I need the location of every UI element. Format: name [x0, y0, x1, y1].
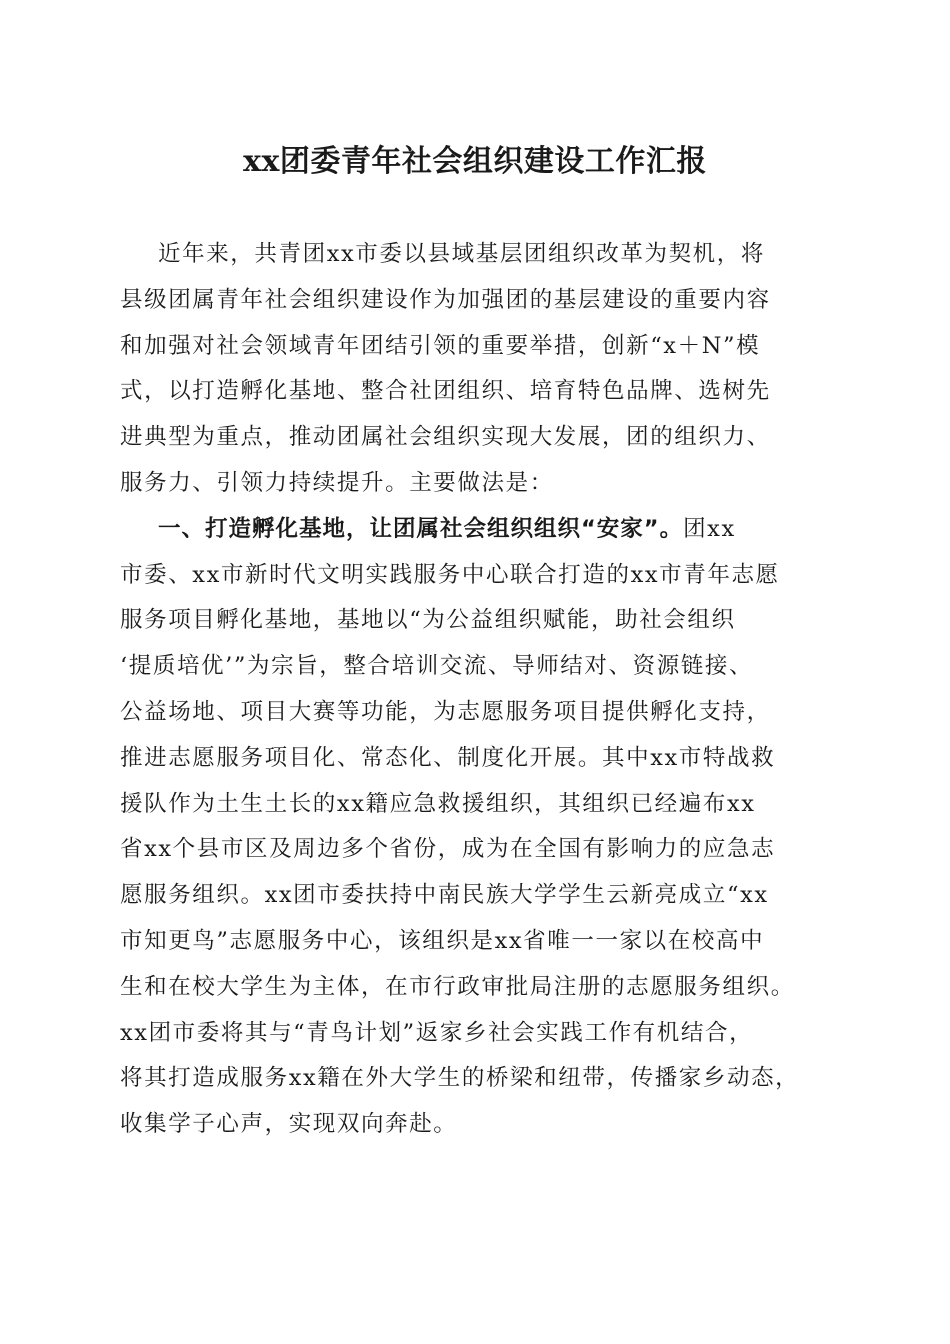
paragraph-line: 式，以打造孵化基地、整合社团组织、培育特色品牌、选树先	[120, 378, 771, 405]
paragraph-line: 市知更鸟”志愿服务中心，该组织是xx省唯一一家以在校高中	[120, 927, 765, 954]
section-heading: 一、打造孵化基地，让团属社会组织组织“安家”。	[158, 515, 684, 542]
paragraph-line: 援队作为土生土长的xx籍应急救援组织，其组织已经遍布xx	[120, 790, 756, 817]
paragraph-line: 收集学子心声，实现双向奔赴。	[120, 1111, 458, 1138]
document-title: xx团委青年社会组织建设工作汇报	[243, 144, 707, 179]
paragraph-line: 市委、xx市新时代文明实践服务中心联合打造的xx市青年志愿	[120, 561, 780, 588]
paragraph-line: 服务力、引领力持续提升。主要做法是：	[120, 469, 554, 496]
paragraph-line: 推进志愿服务项目化、常态化、制度化开展。其中xx市特战救	[120, 744, 776, 771]
paragraph-line: 愿服务组织。xx团市委扶持中南民族大学学生云新亮成立“xx	[120, 882, 769, 909]
paragraph-line: 公益场地、项目大赛等功能，为志愿服务项目提供孵化支持，	[120, 698, 771, 725]
paragraph-line: 县级团属青年社会组织建设作为加强团的基层建设的重要内容	[120, 286, 771, 313]
paragraph-line: 和加强对社会领域青年团结引领的重要举措，创新“x＋N”模	[120, 332, 761, 359]
section-first-line	[120, 507, 830, 553]
section-first-line-rest: 团xx	[683, 515, 736, 542]
paragraph-line: 省xx个县市区及周边多个省份，成为在全国有影响力的应急志	[120, 836, 776, 863]
paragraph-line: 生和在校大学生为主体，在市行政审批局注册的志愿服务组织。	[120, 973, 795, 1000]
paragraph-line: 进典型为重点，推动团属社会组织实现大发展，团的组织力、	[120, 424, 771, 451]
paragraph-line: ‘提质培优’”为宗旨，整合培训交流、导师结对、资源链接、	[120, 653, 754, 680]
paragraph-line: 近年来，共青团xx市委以县域基层团组织改革为契机，将	[158, 241, 765, 267]
paragraph-line: 将其打造成服务xx籍在外大学生的桥梁和纽带，传播家乡动态，	[120, 1065, 800, 1092]
paragraph-line: 服务项目孵化基地，基地以“为公益组织赋能，助社会组织	[120, 607, 736, 634]
document-body	[120, 232, 830, 1148]
paragraph-line: xx团市委将其与“青鸟计划”返家乡社会实践工作有机结合，	[120, 1019, 754, 1046]
